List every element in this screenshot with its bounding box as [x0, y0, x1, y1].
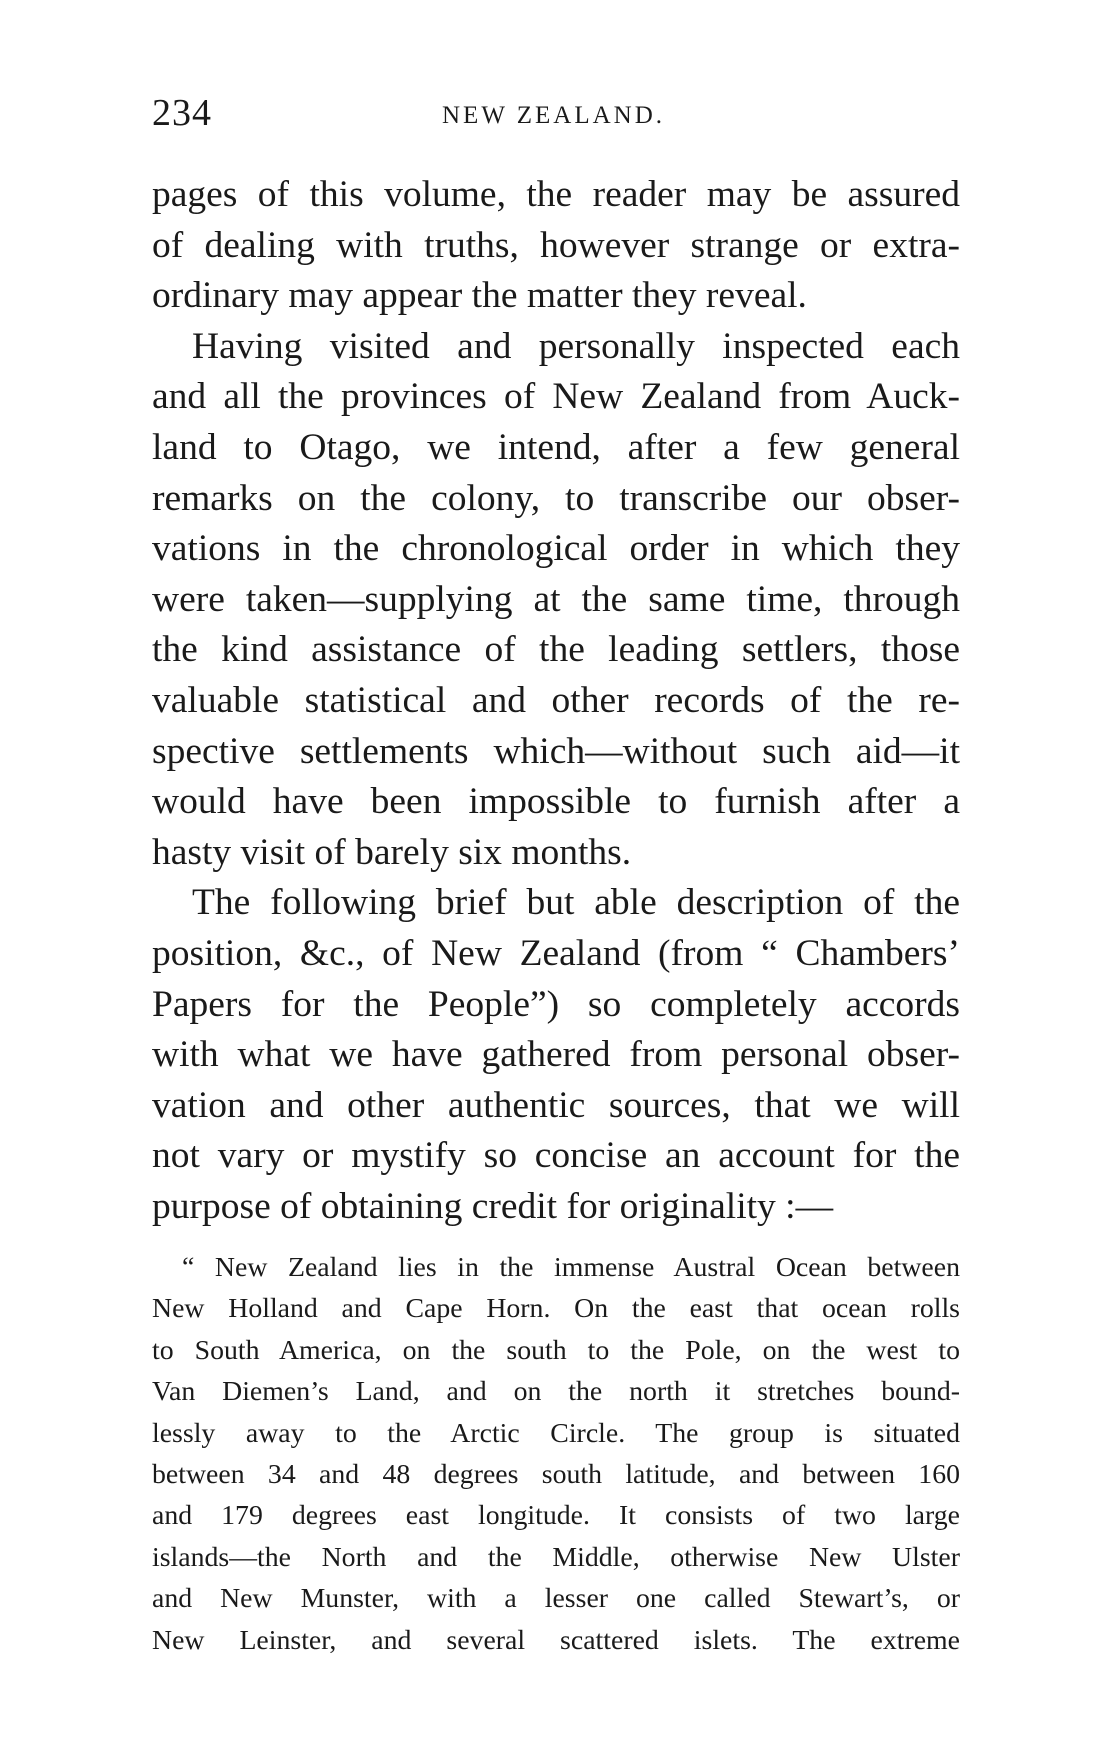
quote-line: and New Munster, with a lesser one called Stewart’s, or — [152, 1583, 960, 1615]
running-title: NEW ZEALAND. — [442, 102, 665, 129]
quote-line: Van Diemen’s Land, and on the north it stretches bound- — [152, 1376, 960, 1408]
running-head — [152, 88, 960, 138]
body-line: remarks on the colony, to transcribe our obser- — [152, 477, 960, 519]
body-line: spective settlements which—without such aid—it — [152, 730, 960, 772]
body-line: Papers for the People”) so completely accords — [152, 983, 960, 1025]
quote-line: New Holland and Cape Horn. On the east that ocean rolls — [152, 1293, 960, 1325]
quote-line: to South America, on the south to the Pole, on the west to — [152, 1334, 960, 1366]
body-text — [152, 170, 960, 1232]
body-line: land to Otago, we intend, after a few general — [152, 426, 960, 468]
page-number: 234 — [152, 92, 212, 134]
quote-line: “ New Zealand lies in the immense Austral Ocean between — [182, 1252, 960, 1283]
body-line: of dealing with truths, however strange or extra- — [152, 224, 960, 266]
body-line: pages of this volume, the reader may be assured — [152, 174, 960, 215]
body-line: ordinary may appear the matter they reveal. — [152, 275, 807, 317]
body-line: with what we have gathered from personal obser- — [152, 1034, 960, 1076]
quote-line: lessly away to the Arctic Circle. The group is situated — [152, 1417, 960, 1449]
quote-line: between 34 and 48 degrees south latitude, and between 160 — [152, 1458, 960, 1490]
block-quote — [152, 1247, 960, 1661]
body-line: position, &c., of New Zealand (from “ Chambers’ — [152, 932, 960, 974]
quote-line: and 179 degrees east longitude. It consists of two large — [152, 1500, 960, 1532]
body-line: vation and other authentic sources, that we will — [152, 1084, 960, 1126]
body-line: vations in the chronological order in which they — [152, 528, 960, 570]
body-line: not vary or mystify so concise an account for the — [152, 1135, 960, 1177]
quote-line: islands—the North and the Middle, otherwise New Ulster — [152, 1541, 960, 1573]
body-line: The following brief but able description of the — [192, 882, 960, 924]
body-line: valuable statistical and other records of the re- — [152, 679, 960, 721]
body-line: would have been impossible to furnish after a — [152, 781, 960, 823]
body-line: purpose of obtaining credit for originality :— — [152, 1185, 834, 1227]
body-line: the kind assistance of the leading settlers, those — [152, 629, 960, 671]
body-line: Having visited and personally inspected each — [192, 325, 960, 367]
body-line: hasty visit of barely six months. — [152, 831, 632, 873]
body-line: and all the provinces of New Zealand from Auck- — [152, 376, 960, 418]
body-line: were taken—supplying at the same time, through — [152, 578, 960, 620]
quote-line: New Leinster, and several scattered islets. The extreme — [152, 1624, 960, 1656]
